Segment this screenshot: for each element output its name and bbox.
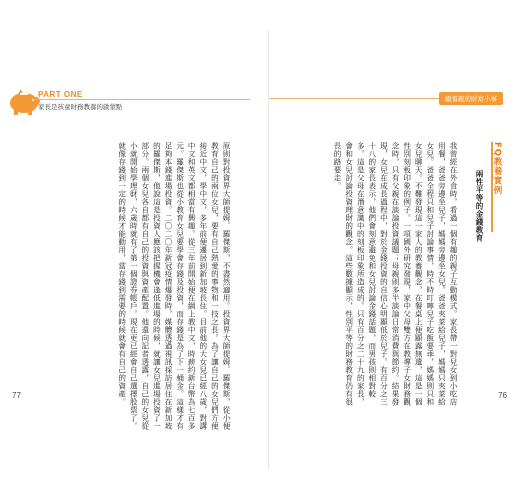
- fq-section-title: FQ教養實例: [492, 142, 502, 196]
- part-label: PART ONE: [38, 90, 83, 99]
- fq-section-subtitle: 兩性平等的金錢教育: [475, 170, 484, 242]
- header-divider: [36, 99, 250, 100]
- part-header: [6, 88, 250, 128]
- page-number-right: 76: [498, 391, 507, 400]
- chapter-tag: 顧養親的財富小事: [439, 92, 503, 105]
- part-title: 家長是孩童財務教養的啟蒙點: [38, 103, 123, 111]
- left-body-text: 原則對投資界大師提姆．羅傑斯，不盡然適用。投資界大師提姆．羅傑斯，從小便教育自己的兩位女兒，要有自己熱愛的事物和一技之長。為了讓自己的女兒們方便接近中文，學中文，多年前便遷居到新加坡長住。目前他的大女兒已經八歲，對講中文和英文都相當有興趣。從三年前開始便在網上教中文，時薪約新台幣為七百多元。羅傑斯也從小教育女兒要學會存錢及投資，而存錢是為了下一桶金。這樣才有足夠本錢進場投資。二〇二〇年新冠疫情爆發時，媒體透過視訊採訪居住在新加坡的羅傑斯，他說這是投資人應該把握機會逢低進場的時候，就讓女兒進場投資了一部分。兩個女兒各自都有自己的投資與資產配置。他還向記者透露，自己的女兒從小就開始學理財，六歲時就有了第一個證券帳戶。現在更已經會自己選擇股票了。就像存錢到一定的時候才能動用，當存錢到需要的時候就會有自己的資產。: [117, 142, 231, 430]
- right-body-text: 我曾經在外食時，看過一個有趣的親子互動模式。家長帶一對兒女到小吃店用餐，爸爸旁邊坐兒子，媽媽旁邊坐女兒。爸爸夾菜給兒子，媽媽只夾菜給女兒。爸爸全程只和兒子討論事情，時不時叮嚀兒子吃飯要乖，媽媽則只和女兒聊天。不難發現這一家人的教養觀念，在餐桌上便顯露無遺，這是一個性別刻板印象的例子。一項國外研究發現，家中父母雙方在教導子女財務觀念時，只有父親在談論投資議題；母親則多半談論日常消費與節約。結果發現，女兒在成長過程中，對於金錢投資的自信心明顯低於兒子。有百分之三十八的家長表示，他們會刻意避免和女兒討論金錢話題，而男孩則相對較多。這是父母在潛意識中的刻板印象所造成的。只有百分之二十九的家長，會和女兒討論投資理財的觀念。這些數據顯示，性別平等的財務教育仍有很長的路要走。: [333, 142, 458, 406]
- header-divider-right: [269, 98, 463, 99]
- left-page: [6, 30, 250, 470]
- page-number-left: 77: [12, 391, 21, 400]
- right-page: [268, 30, 513, 470]
